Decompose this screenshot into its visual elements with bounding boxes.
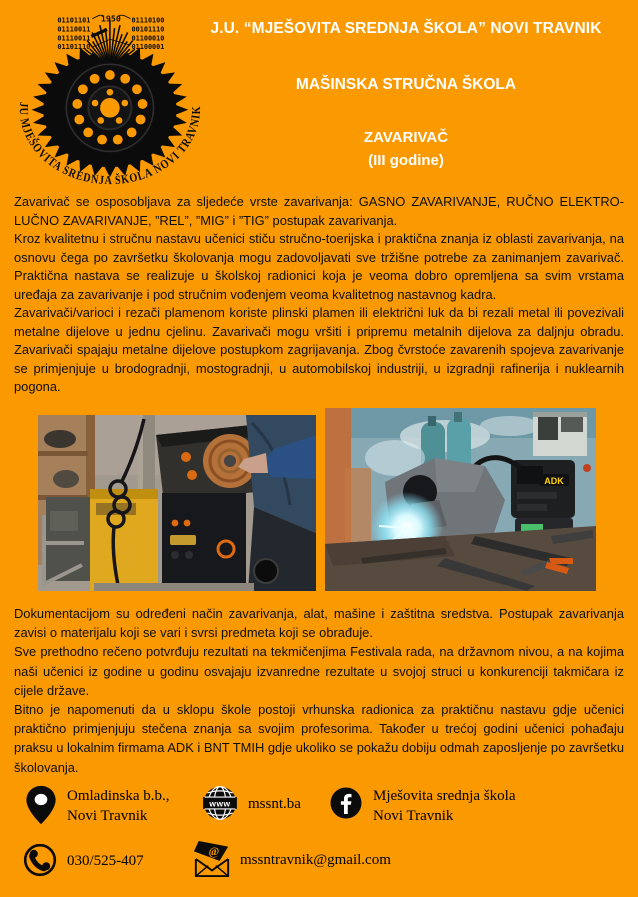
description-upper	[14, 193, 624, 397]
paragraph-competitions: Sve prethodno rečeno potvrđuju rezultati na tekmičenjima Festivala rada, na državnom nivou, a na kojima naši učenici iz godine u godinu osvajaju izvanredne rezultate u svojoj struci u konkurenciji takmičara iz cijele države.	[14, 644, 624, 698]
description-lower	[14, 604, 624, 777]
school-gear-logo	[8, 6, 204, 194]
paragraph-welder-work: Zavarivači/varioci i rezači plamenom koriste plinski plamen ili električni luk da bi rezali metal ili povezivali metalne dijelove u jednu cjelinu. Zavarivači mogu vršiti i pripremu metalnih dijelova za daljnju obradu. Zavarivači spajaju metalne dijelove postupkom zagrijavanja. Zbog čvrstoće zavarenih spojeva zavarivanje se primjenjuje u brodogradnji, mostogradnji, u automobilskoj industriji, u izgradnji rafinerija i nuklearnih pogona.	[14, 305, 624, 394]
website-url: mssnt.ba	[248, 795, 301, 812]
paragraph-practice-employment: Bitno je napomenuti da u sklopu škole postoji vrhunska radionica za praktičnu nastavu gdje učenici praktično primjenjuju stečena znanja sa svojim profesorima. Također u trećoj godini učenici pohađaju praksu u lokalnim firmama ADK i BNT TMIH gdje ukoliko se pokažu dobiju odmah zaposljenje po završetku školovanja.	[14, 702, 624, 775]
binary-digits: 01100001	[131, 43, 165, 52]
svg-text:ADK: ADK	[544, 476, 564, 486]
photo-welding-machines	[38, 415, 316, 591]
binary-digits: 01100010	[131, 34, 165, 43]
svg-text:@: @	[208, 846, 220, 859]
phone-icon	[22, 842, 58, 878]
contact-email	[193, 840, 391, 878]
email-envelope-icon	[193, 840, 231, 878]
contact-address	[24, 785, 170, 826]
binary-digits: 01110100	[131, 16, 165, 25]
photo-row	[38, 415, 596, 591]
paragraph-documentation: Dokumentacijom su određeni način zavarivanja, alat, mašine i zaštitna sredstva. Postupak zavarivanja zavisi o materijalu koji se vari i svrsi predmeta koji se obrađuje.	[14, 606, 624, 641]
binary-digits: 01101101	[57, 16, 91, 25]
binary-digits: 01101110	[57, 43, 91, 52]
logo-ring-text: JU MJEŠOVITA SREDNJA ŠKOLA NOVI TRAVNIK	[16, 101, 204, 188]
binary-digits: 00101110	[131, 25, 165, 34]
contact-phone	[22, 842, 144, 878]
facebook-line1: Mješovita srednja škola	[373, 788, 516, 804]
school-title: J.U. “MJEŠOVITA SREDNJA ŠKOLA” NOVI TRAVNIK	[210, 20, 602, 37]
department-subtitle: MAŠINSKA STRUČNA ŠKOLA	[295, 76, 517, 93]
phone-number: 030/525-407	[67, 852, 144, 869]
contact-facebook	[328, 785, 515, 826]
www-globe-icon	[201, 784, 239, 822]
facebook-line2: Novi Travnik	[373, 808, 454, 824]
address-line2: Novi Travnik	[67, 808, 148, 824]
facebook-icon	[328, 785, 364, 821]
contact-website	[201, 784, 301, 822]
svg-text:www: www	[209, 798, 231, 809]
paragraph-welding-types: Zavarivač se osposobljava za sljedeće vrste zavarivanja: GASNO ZAVARIVANJE, RUČNO ELEKTRO-LUČNO ZAVARIVANJE, ”REL”, ”MIG” i ”TIG” postupak zavarivanja.	[14, 194, 624, 228]
program-duration: (III godine)	[368, 152, 444, 169]
wheel-hub-icon	[64, 62, 156, 154]
program-name: ZAVARIVAČ	[363, 129, 449, 146]
binary-digits: 01110011	[57, 34, 91, 43]
founding-year: 1950	[100, 13, 121, 24]
paragraph-education: Kroz kvalitetnu i stručnu nastavu učenici stiču stručno-toerijska i praktična znanja iz oblasti zavarivanja, na osnovu čega po završetku školovanja mogu zadovoljavati sve tržišne potrebe za zanimanjem zavarivač. Praktična nastava se realizuje u školskoj radionici koja je veoma dobro opremljena sa svim vrstama uređaja za zavarivanje i pod stručnim vođenjem veoma kvalitetnog nastavnog kadra.	[14, 231, 624, 302]
binary-digits: 01110011	[57, 25, 91, 34]
location-pin-icon	[24, 785, 58, 825]
photo-student-welding	[325, 408, 596, 591]
email-address: mssntravnik@gmail.com	[240, 851, 391, 868]
address-line1: Omladinska b.b.,	[67, 788, 170, 804]
